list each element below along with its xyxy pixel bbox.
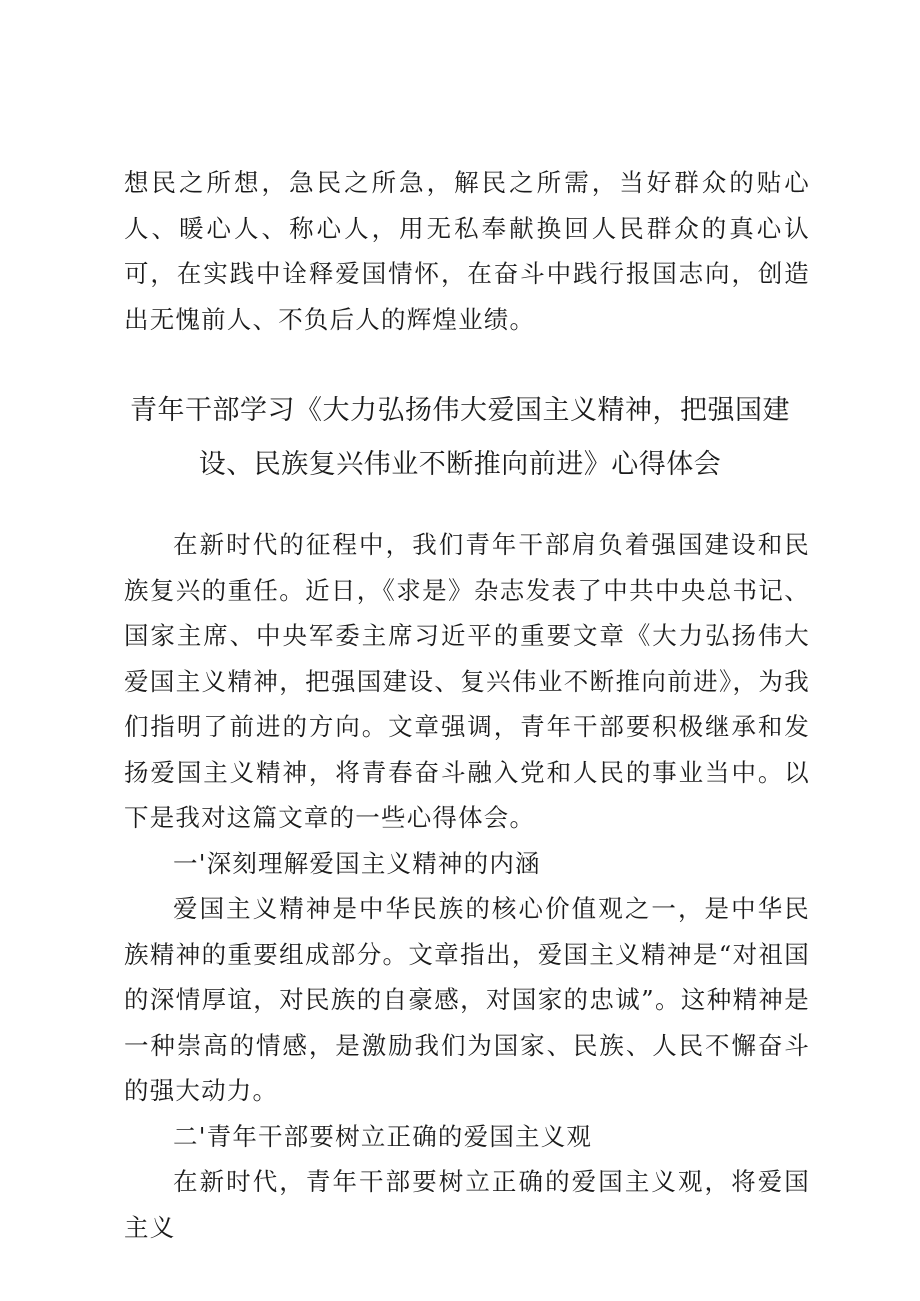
section-heading-1: 一'深刻理解爱国主义精神的内涵 <box>173 848 541 878</box>
intro-paragraph: 想民之所想，急民之所急，解民之所需，当好群众的贴心人、暖心人、称心人，用无私奉献换回人民群众的真心认可，在实践中诠释爱国情怀，在奋斗中践行报国志向，创造出无愧前人、不负后人的辉煌业绩。 <box>124 168 810 334</box>
paragraph-section-1: 爱国主义精神是中华民族的核心价值观之一，是中华民族精神的重要组成部分。文章指出，爱国主义精神是“对祖国的深情厚谊，对民族的自豪感，对国家的忠诚”。这种精神是一种崇高的情感，是激励我们为国家、民族、人民不懈奋斗的强大动力。 <box>124 894 810 1105</box>
section-heading-2: 二'青年干部要树立正确的爱国主义观 <box>173 1121 593 1151</box>
document-body <box>124 522 810 1250</box>
document-title: 青年干部学习《大力弘扬伟大爱国主义精神，把强国建设、民族复兴伟业不断推向前进》心得体会 <box>130 395 790 480</box>
paragraph-intro: 在新时代的征程中，我们青年干部肩负着强国建设和民族复兴的重任。近日，《求是》杂志发表了中共中央总书记、国家主席、中央军委主席习近平的重要文章《大力弘扬伟大爱国主义精神，把强国建设、复兴伟业不断推向前进》，为我们指明了前进的方向。文章强调，青年干部要积极继承和发扬爱国主义精神，将青春奋斗融入党和人民的事业当中。以下是我对这篇文章的一些心得体会。 <box>124 530 810 832</box>
paragraph-section-2: 在新时代，青年干部要树立正确的爱国主义观，将爱国主义 <box>124 1167 810 1242</box>
